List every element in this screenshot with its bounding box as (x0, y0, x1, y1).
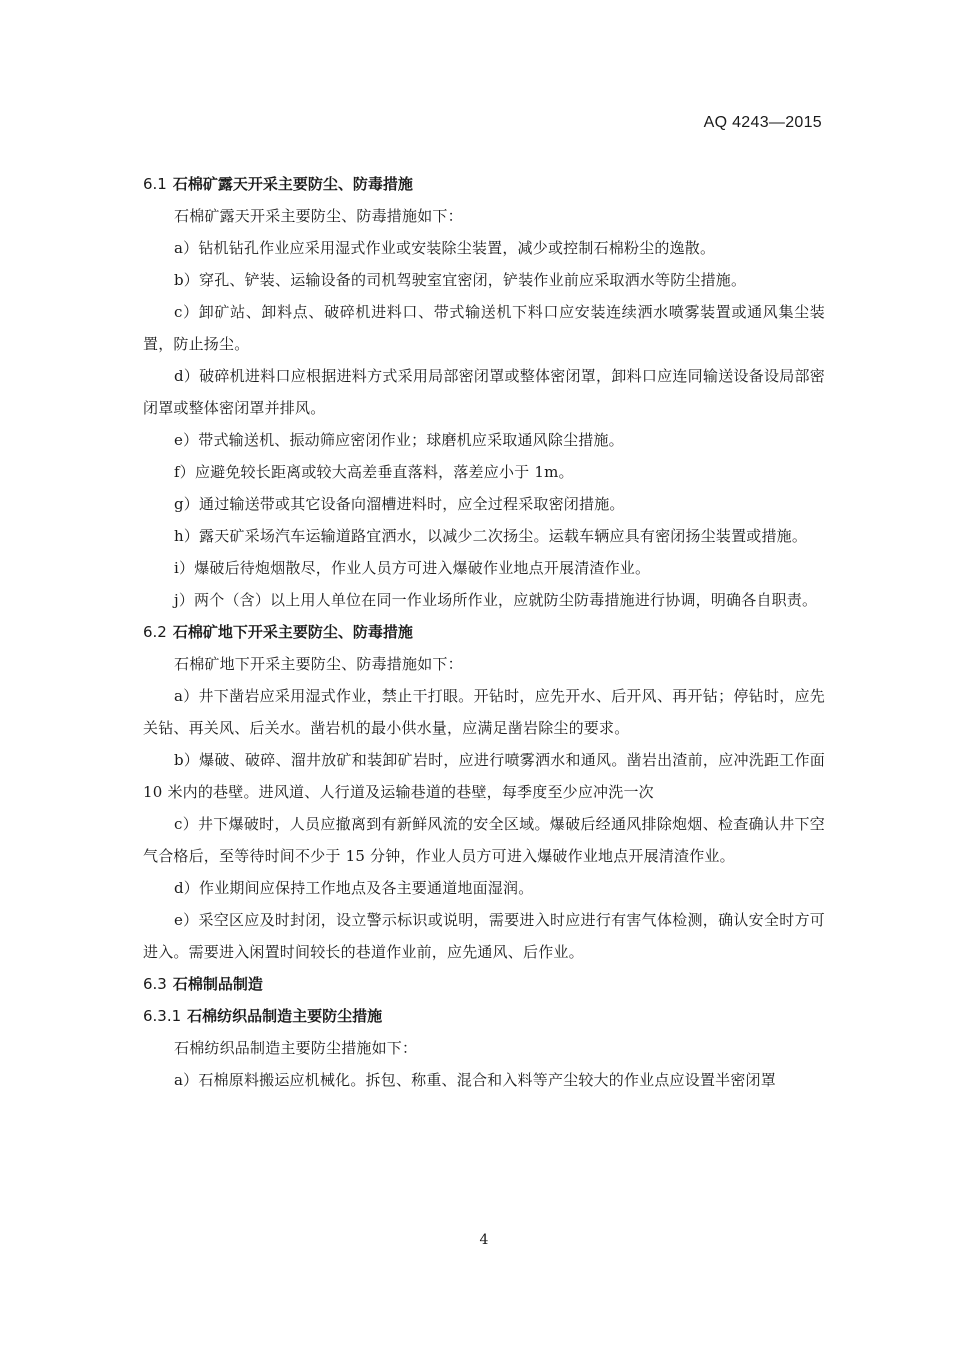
paragraph: 石棉矿地下开采主要防尘、防毒措施如下： (174, 655, 463, 673)
section-number: 6.2 (143, 623, 167, 641)
paragraph: e）采空区应及时封闭，设立警示标识或说明，需要进入时应进行有害气体检测，确认安全时方可进入。需要进入闲置时间较长的巷道作业前，应先通风、后作业。 (143, 911, 825, 961)
section-number: 6.1 (143, 175, 167, 193)
paragraph: h）露天矿采场汽车运输道路宜洒水，以减少二次扬尘。运载车辆应具有密闭扬尘装置或措施。 (174, 527, 808, 545)
paragraph: 石棉矿露天开采主要防尘、防毒措施如下： (174, 207, 463, 225)
page-number: 4 (479, 1232, 489, 1248)
section-number: 6.3.1 (143, 1007, 182, 1025)
paragraph: c）卸矿站、卸料点、破碎机进料口、带式输送机下料口应安装连续洒水喷雾装置或通风集尘装置，防止扬尘。 (143, 303, 825, 353)
paragraph: d）作业期间应保持工作地点及各主要通道地面湿润。 (174, 879, 534, 897)
section-heading (143, 1000, 825, 1032)
paragraph: e）带式输送机、振动筛应密闭作业；球磨机应采取通风除尘措施。 (174, 431, 624, 449)
standard-code: AQ 4243—2015 (703, 114, 822, 131)
section-number: 6.3 (143, 975, 167, 993)
section-heading (143, 968, 825, 1000)
paragraph: a）钻机钻孔作业应采用湿式作业或安装除尘装置，减少或控制石棉粉尘的逸散。 (174, 239, 716, 257)
paragraph: g）通过输送带或其它设备向溜槽进料时，应全过程采取密闭措施。 (174, 495, 625, 513)
paragraph: 石棉纺织品制造主要防尘措施如下： (174, 1039, 418, 1057)
paragraph: b）穿孔、铲装、运输设备的司机驾驶室宜密闭，铲装作业前应采取洒水等防尘措施。 (174, 271, 747, 289)
paragraph: f）应避免较长距离或较大高差垂直落料，落差应小于 1m。 (174, 463, 574, 481)
section-title: 石棉纺织品制造主要防尘措施 (187, 1007, 383, 1025)
paragraph: b）爆破、破碎、溜井放矿和装卸矿岩时，应进行喷雾洒水和通风。凿岩出渣前，应冲洗距工作面 10 米内的巷壁。进风道、人行道及运输巷道的巷壁，每季度至少应冲洗一次 (143, 751, 825, 801)
document-body (143, 168, 825, 1096)
section-title: 石棉矿露天开采主要防尘、防毒措施 (172, 175, 413, 193)
section-heading (143, 168, 825, 200)
paragraph: d）破碎机进料口应根据进料方式采用局部密闭罩或整体密闭罩，卸料口应连同输送设备设局部密闭罩或整体密闭罩并排风。 (143, 367, 825, 417)
section-title: 石棉矿地下开采主要防尘、防毒措施 (172, 623, 413, 641)
paragraph: a）石棉原料搬运应机械化。拆包、称重、混合和入料等产尘较大的作业点应设置半密闭罩 (174, 1071, 776, 1089)
paragraph: j）两个（含）以上用人单位在同一作业场所作业，应就防尘防毒措施进行协调，明确各自职责。 (174, 591, 818, 609)
paragraph: i）爆破后待炮烟散尽，作业人员方可进入爆破作业地点开展清渣作业。 (174, 559, 651, 577)
paragraph: c）井下爆破时，人员应撤离到有新鲜风流的安全区域。爆破后经通风排除炮烟、检查确认井下空气合格后，至等待时间不少于 15 分钟，作业人员方可进入爆破作业地点开展清渣作业。 (143, 815, 825, 865)
paragraph: a）井下凿岩应采用湿式作业，禁止干打眼。开钻时，应先开水、后开风、再开钻；停钻时，应先关钻、再关风、后关水。凿岩机的最小供水量，应满足凿岩除尘的要求。 (143, 687, 825, 737)
section-title: 石棉制品制造 (172, 975, 263, 993)
section-heading (143, 616, 825, 648)
